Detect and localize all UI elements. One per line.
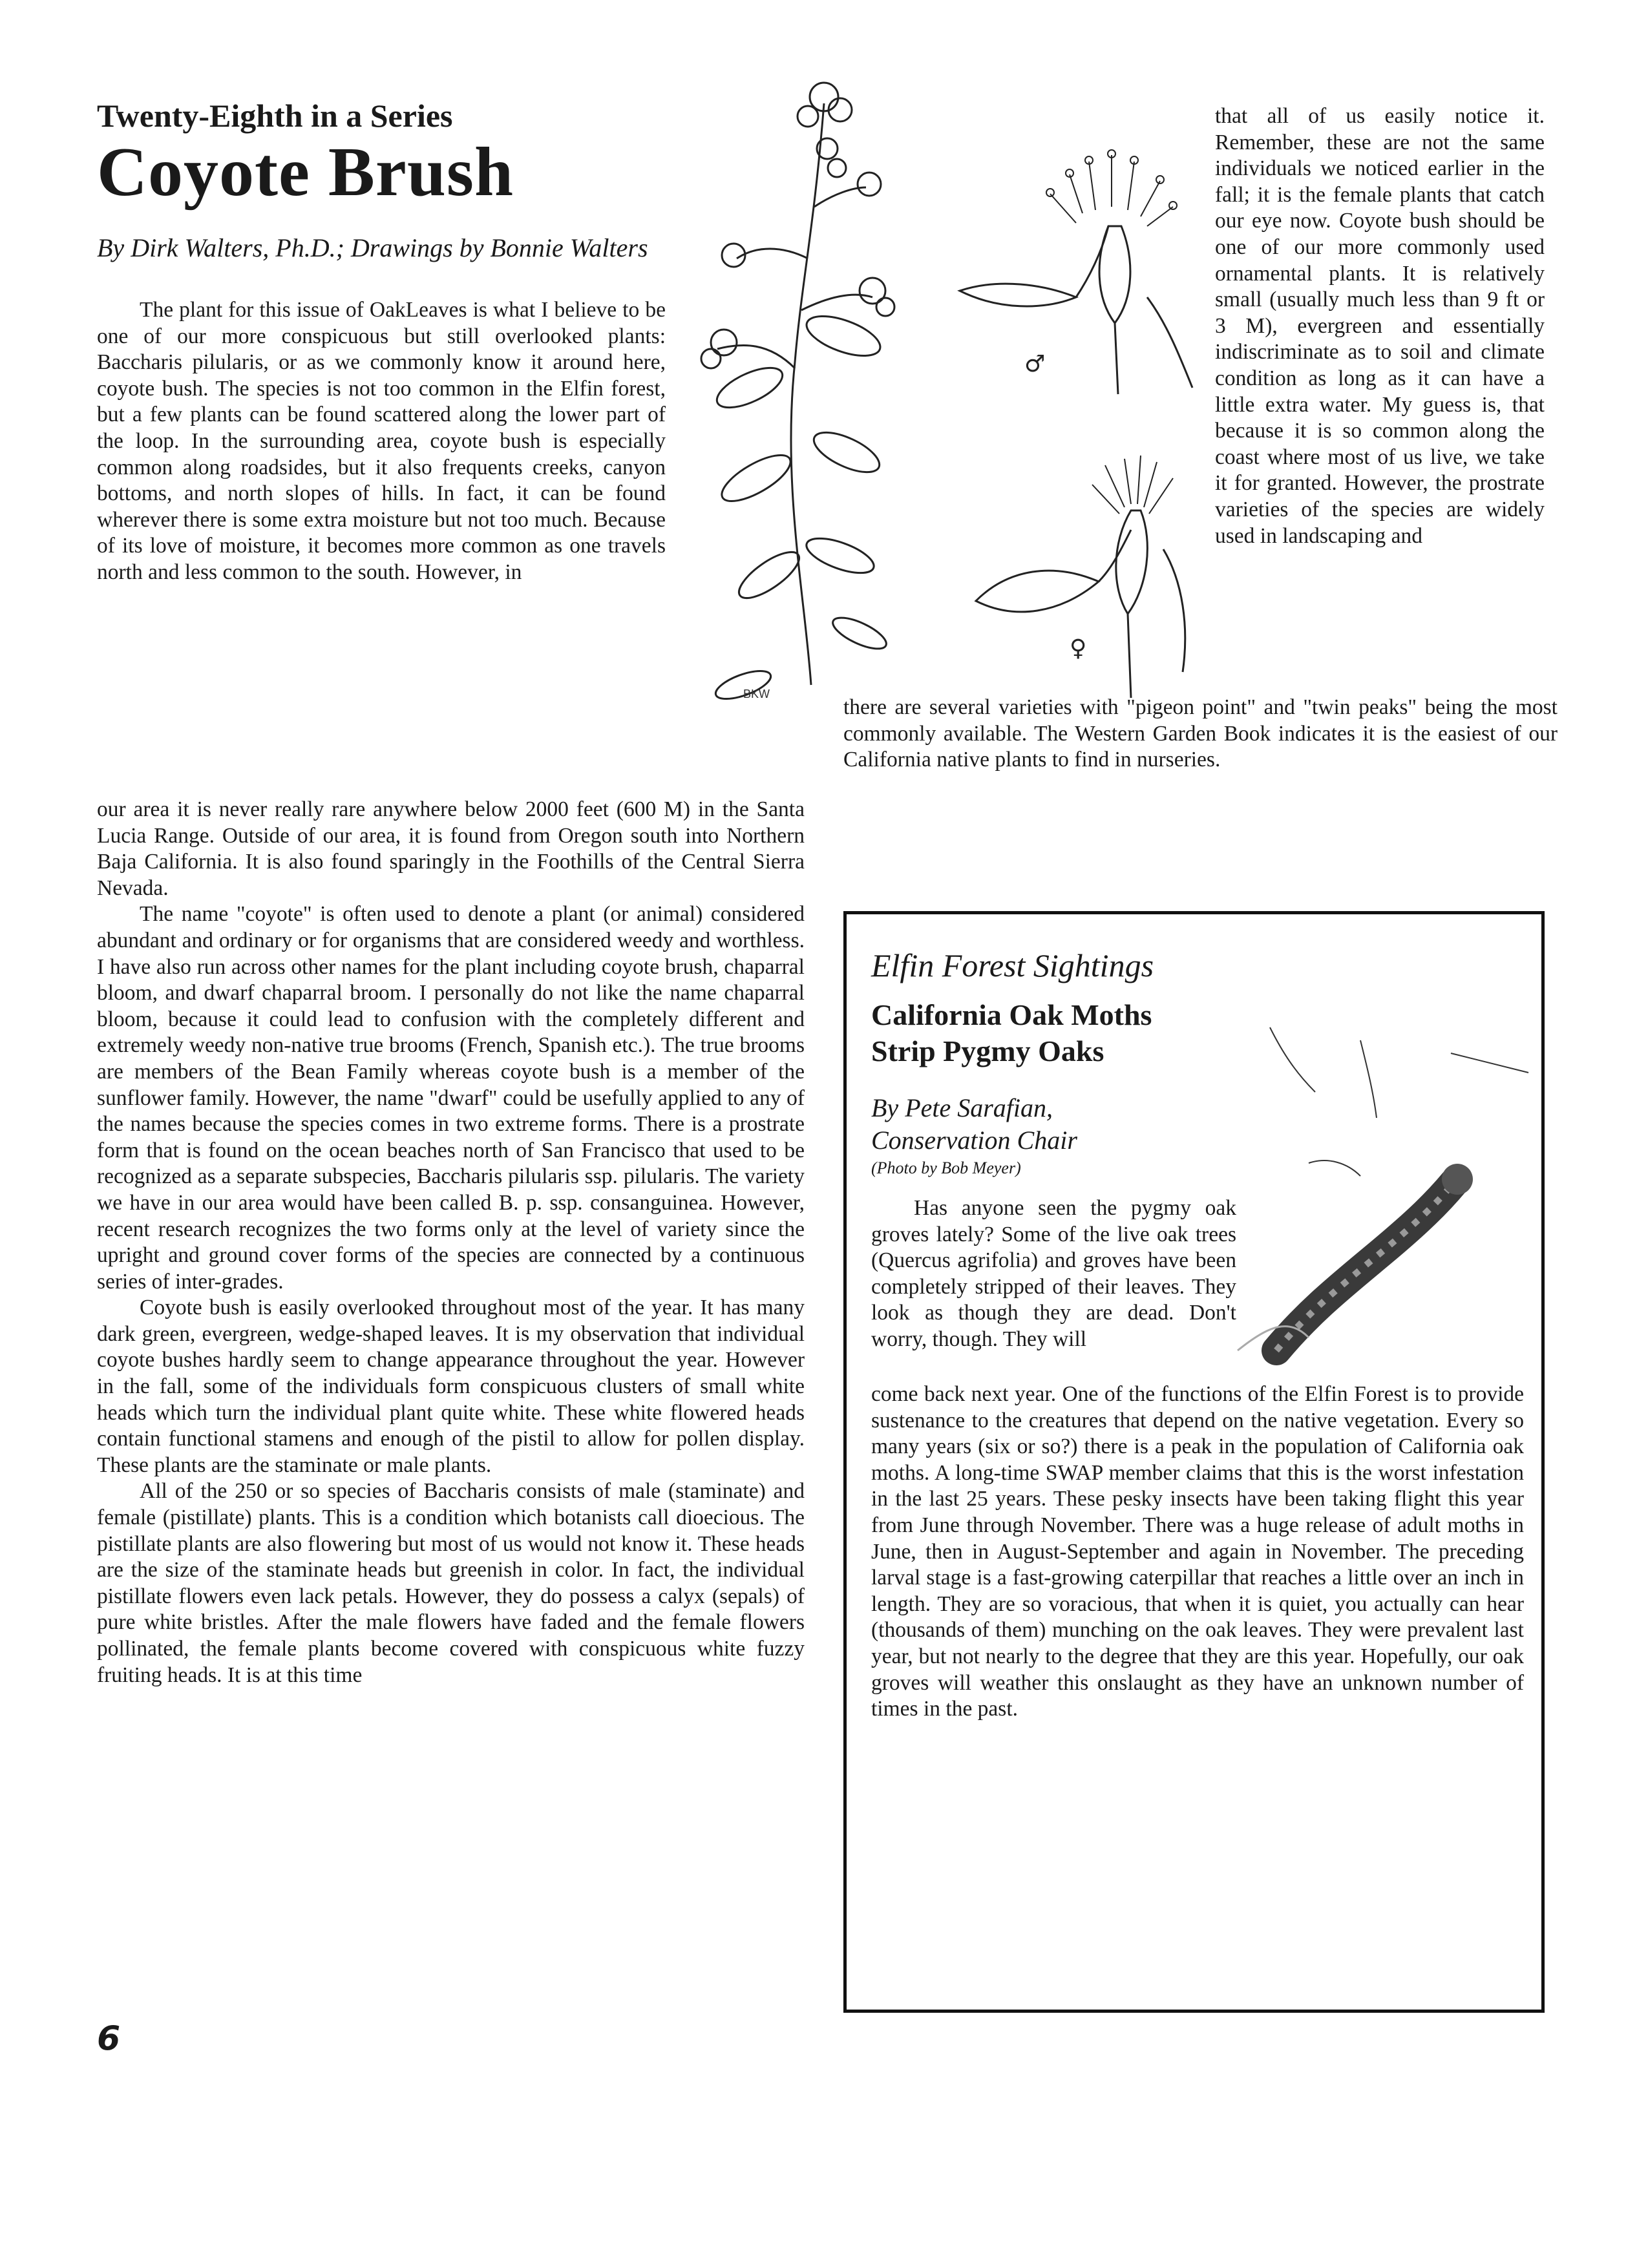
article-paragraph: there are several varieties with "pigeon point" and "twin peaks" being the most commonly available. The Western Garden Book indicates it is the easiest of our California native plants to find in nurseries.: [843, 695, 1558, 772]
sightings-paragraph: come back next year. One of the functions of the Elfin Forest is to provide sustenance to the creatures that depend on the native vegetation. Every so many years (six or so?) there is a peak in the population of California oak moths. A long-time SWAP member claims that this is the worst infestation in the last 25 years. These pesky insects have been taking flight this year from June through November. There was a huge release of adult moths in June, then in August-September and again in November. The preceding larval stage is a fast-growing caterpillar that reaches a little over an inch in length. They are so voracious, that when it is quiet, you actually can hear (thousands of them) munching on the oak leaves. They were prevalent last year, but not nearly to the degree that they are this year. Hopefully, our oak groves will weather this onslaught as they have an unknown number of times in the past.: [871, 1382, 1524, 1721]
artist-signature: BKW: [743, 688, 770, 700]
series-label: Twenty-Eighth in a Series: [97, 98, 453, 134]
photo-credit: (Photo by Bob Meyer): [871, 1159, 1021, 1177]
sightings-column-top: [871, 1195, 1236, 1353]
sightings-heading: Elfin Forest Sightings: [871, 947, 1154, 983]
article-column-top: [97, 297, 666, 586]
article-paragraph: The plant for this issue of OakLeaves is what I believe to be one of our more conspicuous but still overlooked plants: Baccharis pilularis, or as we commonly know it around here, coyote bush. The species is not too common in the Elfin forest, but a few plants can be found scattered along the lower part of the loop. In the surrounding area, coyote bush is especially common along roadsides, but it also frequents creeks, canyon bottoms, and north slopes of hills. In fact, it can be found wherever there is some extra moisture but not too much. Because of its love of moisture, it becomes more common as one travels north and less common to the south. However, in: [97, 298, 666, 584]
oak-moth-caterpillar-photo: [1231, 1014, 1535, 1376]
article-paragraph: The name "coyote" is often used to denote a plant (or animal) considered abundant and ordinary or for organisms that are considered weedy and worthless. I have also run across other names for the plant including coyote brush, chaparral bloom, and dwarf chaparral broom. I personally do not like the name chaparral bloom, because it could lead to confusion with the completely different and extremely weedy non-native true brooms (French, Spanish etc.). The true brooms are members of the Bean Family whereas coyote bush is a member of the sunflower family. However, the name "dwarf" could be usefully applied to any of the names because the species comes in two extreme forms. There is a prostrate form that is found on the ocean beaches north of San Francisco that used to be recognized as a separate subspecies, Baccharis pilularis ssp. pilularis. The variety we have in our area would have been called B. p. ssp. consanguinea. However, recent research recognizes the two forms only at the level of variety since the upright and ground cover forms of the species are connected by a continuous series of inter-grades.: [97, 902, 805, 1294]
page-number: 6: [97, 2019, 121, 2058]
sightings-author-role: Conservation Chair: [871, 1126, 1077, 1155]
article-paragraph: All of the 250 or so species of Baccharis consists of male (staminate) and female (pistillate) plants. This is a condition which botanists call dioecious. The pistillate plants are also flowering but most of us would not know it. These heads are the size of the staminate heads but greenish in color. In fact, the individual pistillate flowers even lack petals. However, they do possess a calyx (sepals) of pure white bristles. After the male flowers have faded and the female flowers pollinated, the female plants become covered with conspicuous white fuzzy fruiting heads. It is at this time: [97, 1479, 805, 1687]
article-paragraph: Coyote bush is easily overlooked throughout most of the year. It has many dark green, evergreen, wedge-shaped leaves. It is my observation that individual coyote bushes hardly seem to change appearance throughout the year. However in the fall, some of the individuals form conspicuous clusters of small white heads which turn the individual plant quite white. These white flowered heads contain functional stamens and enough of the pistil to allow for pollen display. These plants are the staminate or male plants.: [97, 1296, 805, 1477]
article-right-bottom: [843, 695, 1558, 773]
pistillate-flower-head-drawing: [969, 452, 1215, 698]
article-paragraph: that all of us easily notice it. Remember, these are not the same individuals we noticed earlier in the fall; it is the female plants that catch our eye now. Coyote bush should be one of our more commonly used ornamental plants. It is relatively small (usually much less than 9 ft or 3 M), evergreen and essentially indiscriminate as to soil and climate condition as long as it can have a little extra water. My guess is, that because it is so common along the coast where most of us live, we take it for granted. However, the prostrate varieties of the species are widely used in landscaping and: [1215, 104, 1545, 548]
staminate-flower-head-drawing: [947, 149, 1205, 394]
article-right-column: [1215, 103, 1545, 549]
sightings-author: By Pete Sarafian,: [871, 1093, 1053, 1122]
sightings-byline: [871, 1092, 1077, 1157]
sightings-title: [871, 997, 1152, 1069]
coyote-brush-branch-drawing: [672, 65, 918, 698]
article-column-main: [97, 797, 805, 1688]
sightings-column-main: [871, 1381, 1524, 1723]
article-paragraph: our area it is never really rare anywhere below 2000 feet (600 M) in the Santa Lucia Range. Outside of our area, it is found from Oregon south into Northern Baja California. It is also found sparingly in the Foothills of the Central Sierra Nevada.: [97, 797, 805, 900]
sightings-paragraph: Has anyone seen the pygmy oak groves lately? Some of the live oak trees (Quercus agrifolia) and groves have been completely stripped of their leaves. They look as though they are dead. Don't worry, though. They will: [871, 1196, 1236, 1351]
sightings-title-line: Strip Pygmy Oaks: [871, 1034, 1104, 1067]
female-symbol: ♀: [1070, 635, 1087, 662]
sightings-title-line: California Oak Moths: [871, 998, 1152, 1031]
article-title: Coyote Brush: [97, 134, 514, 211]
article-byline: By Dirk Walters, Ph.D.; Drawings by Bonnie Walters: [97, 233, 648, 262]
male-symbol: ♂: [1024, 351, 1046, 377]
